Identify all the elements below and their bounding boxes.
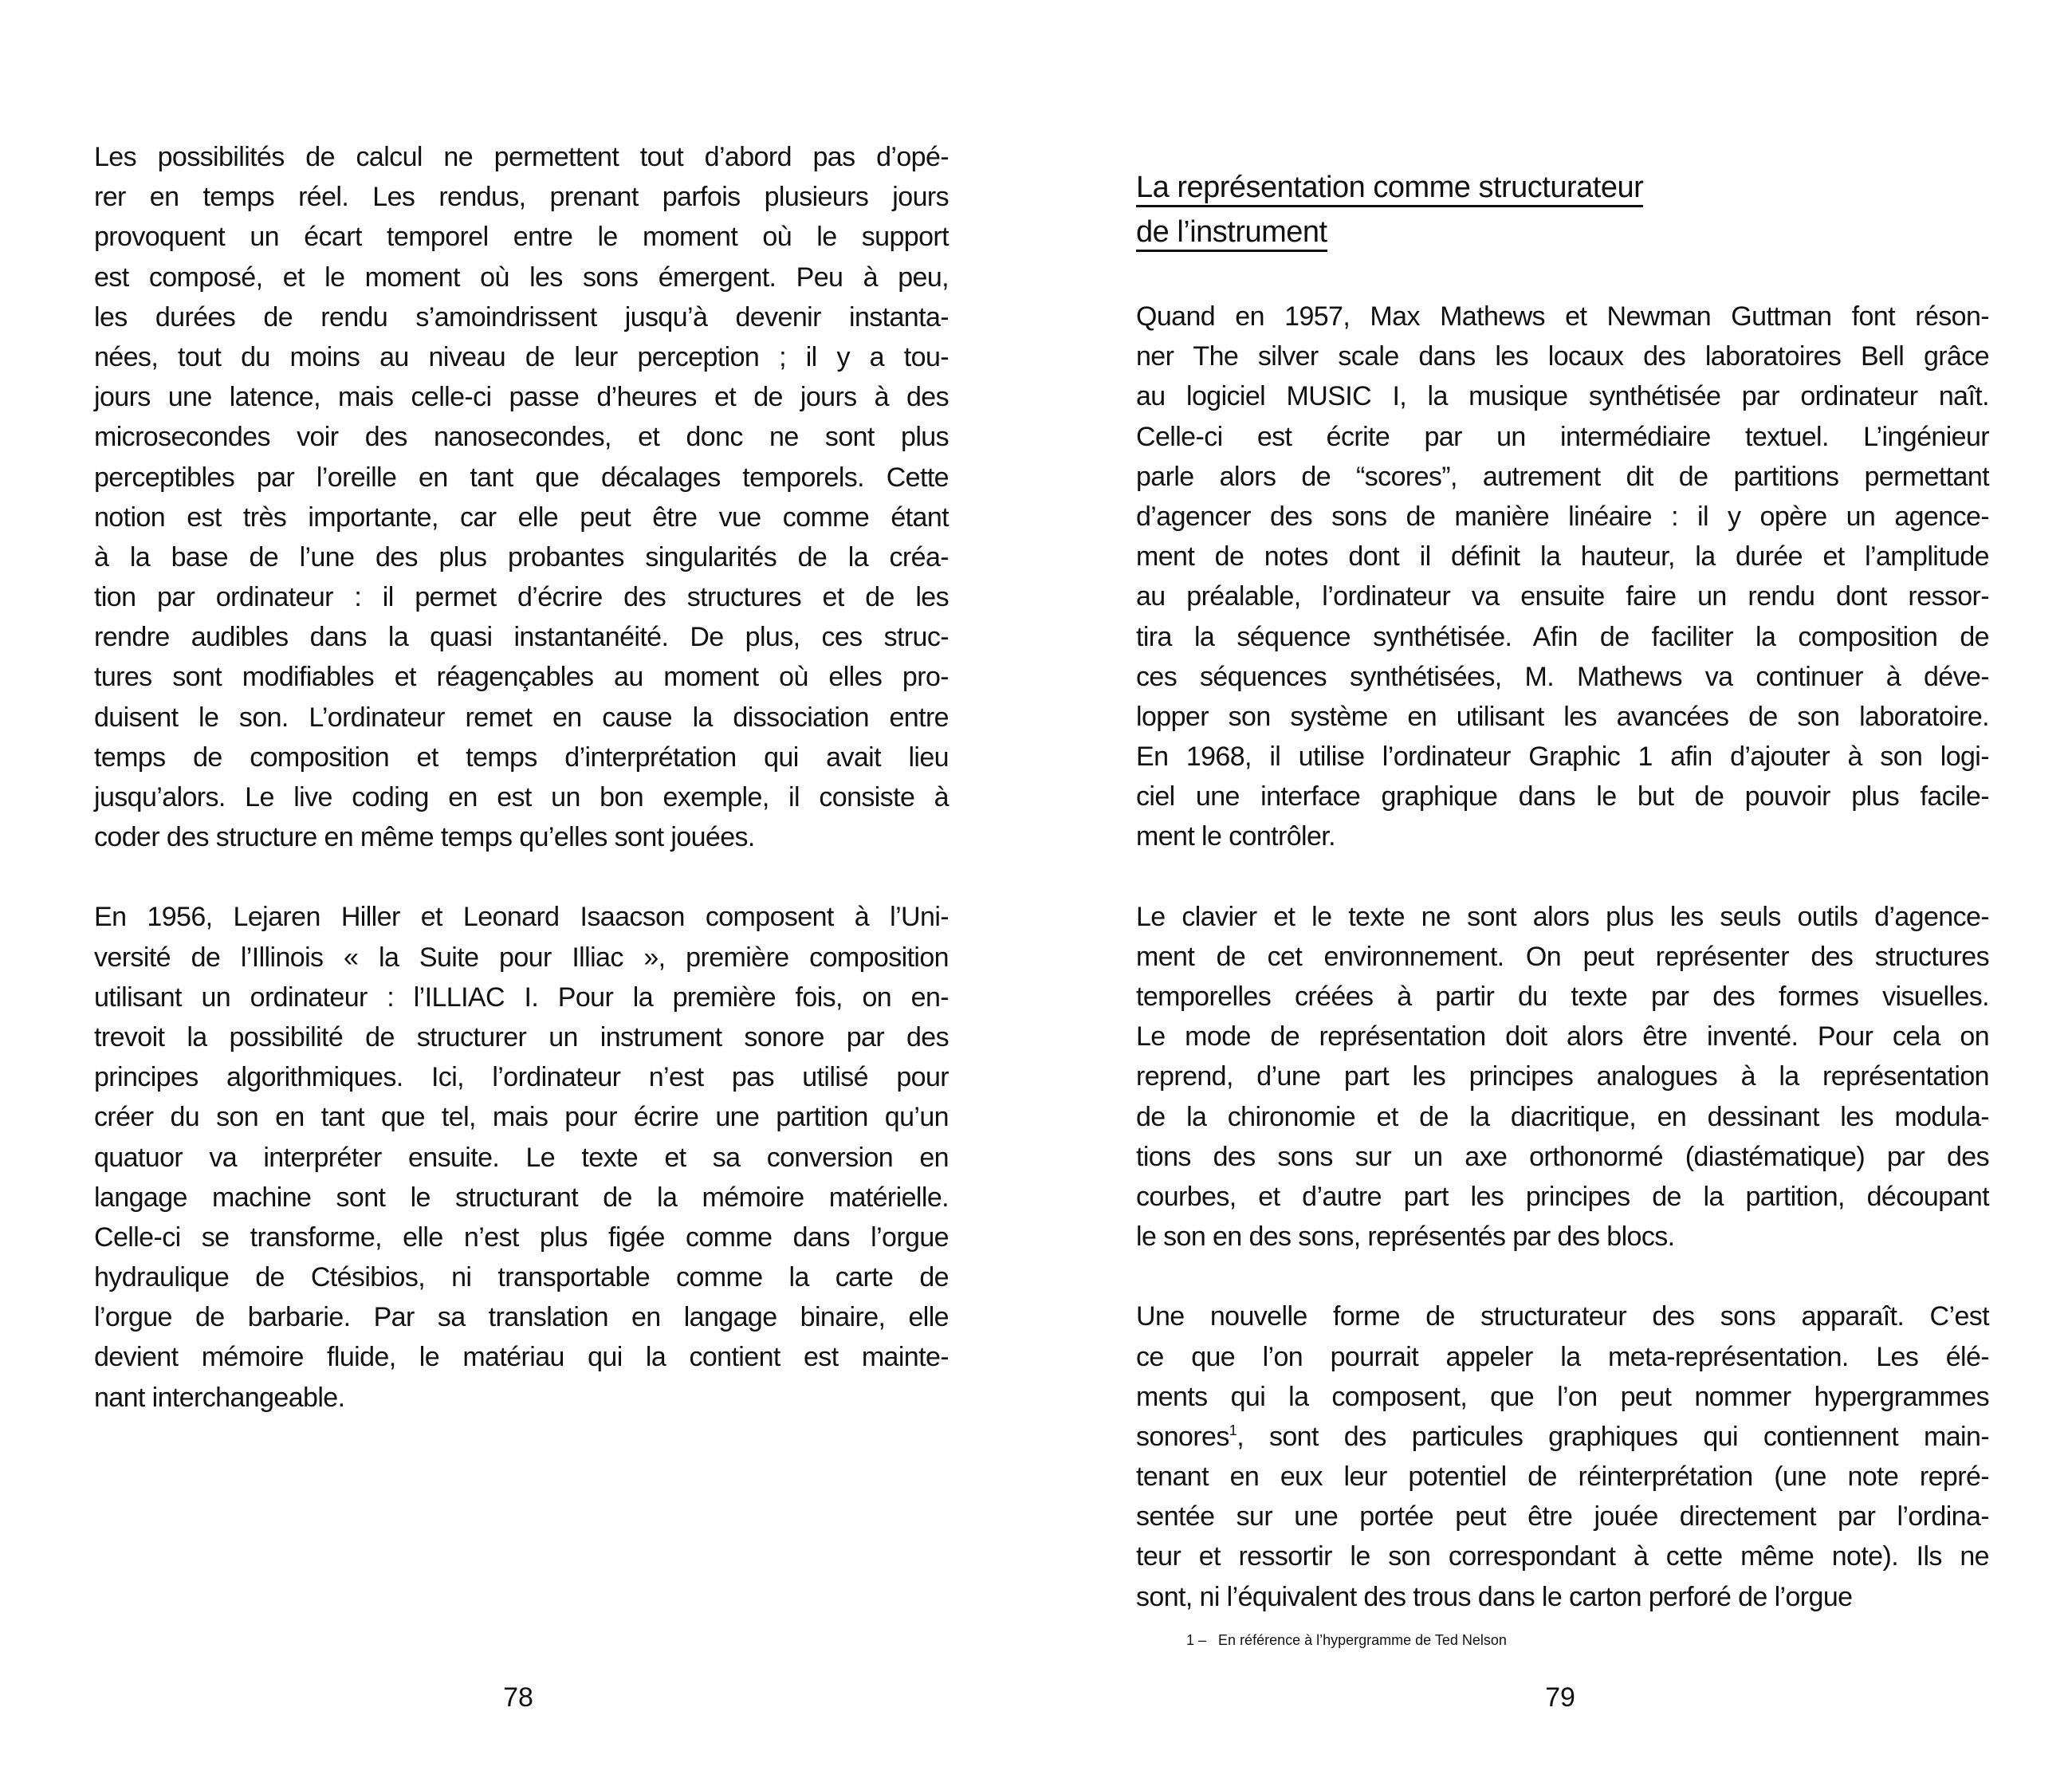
text-line: temps de composition et temps d’interprétation qui avait lieu [94,742,949,773]
text-line: Une nouvelle forme de structurateur des sons apparaît. C’est [1136,1301,1989,1332]
text-line: ment de notes dont il définit la hauteur, la durée et l’amplitude [1136,541,1989,572]
text-line: nées, tout du moins au niveau de leur perception ; il y a tou- [94,341,949,372]
footnote-number: 1 – [1186,1632,1207,1648]
page-number: 79 [1545,1682,1575,1713]
line-text: , sont des particules graphiques qui contiennent main- [1237,1421,1989,1452]
text-line: duisent le son. L’ordinateur remet en cause la dissociation entre [94,702,949,733]
text-line: Celle-ci est écrite par un intermédiaire textuel. L’ingénieur [1136,421,1989,452]
text-line: tures sont modifiables et réagençables au moment où elles pro- [94,662,949,693]
text-line: au logiciel MUSIC I, la musique synthétisée par ordinateur naît. [1136,381,1989,412]
paragraph [1136,297,1989,857]
paragraph [94,137,949,857]
text-line: quatuor va interpréter ensuite. Le texte et sa conversion en [94,1142,949,1173]
text-line: reprend, d’une part les principes analogues à la représentation [1136,1061,1989,1092]
paragraph [94,897,949,1417]
text-line: jusqu’alors. Le live coding en est un bon exemple, il consiste à [94,782,949,812]
text-line: teur et ressortir le son correspondant à cette même note). Ils ne [1136,1541,1989,1572]
text-line: sentée sur une portée peut être jouée directement par l’ordina- [1136,1501,1989,1532]
right-page [1036,0,2072,1790]
text-line: provoquent un écart temporel entre le moment où le support [94,222,949,253]
page-number: 78 [503,1682,533,1713]
text-line: ces séquences synthétisées, M. Mathews va continuer à déve- [1136,661,1989,692]
text-line: lopper son système en utilisant les avancées de son laboratoire. [1136,701,1989,732]
text-line: Les possibilités de calcul ne permettent tout d’abord pas d’opé- [94,142,949,172]
text-line: ment le contrôler. [1136,821,1335,852]
text-line: notion est très importante, car elle peut être vue comme étant [94,502,949,533]
text-line: ciel une interface graphique dans le but de pouvoir plus facile- [1136,781,1989,812]
text-line: utilisant un ordinateur : l’ILLIAC I. Pour la première fois, on en- [94,982,949,1013]
text-line: jours une latence, mais celle-ci passe d’heures et de jours à des [94,382,949,413]
text-line: tenant en eux leur potentiel de réinterprétation (une note repré- [1136,1462,1989,1493]
text-line: versité de l’Illinois « la Suite pour Illiac », première composition [94,942,949,973]
text-line: créer du son en tant que tel, mais pour écrire une partition qu’un [94,1102,949,1133]
text-line: ment de cet environnement. On peut représenter des structures [1136,941,1989,972]
text-line: tion par ordinateur : il permet d’écrire des structures et de les [94,582,949,613]
text-line: devient mémoire fluide, le matériau qui la contient est mainte- [94,1342,949,1373]
text-line: rer en temps réel. Les rendus, prenant parfois plusieurs jours [94,182,949,213]
text-line: tions des sons sur un axe orthonormé (diastématique) par des [1136,1141,1989,1172]
paragraph [1136,897,1989,1257]
footnote [1186,1632,1507,1649]
right-text-column [1136,297,1989,1657]
text-line [1136,1417,1989,1457]
text-line: Quand en 1957, Max Mathews et Newman Guttman font réson- [1136,301,1989,332]
text-line: Celle-ci se transforme, elle n’est plus figée comme dans l’orgue [94,1222,949,1253]
text-line: ments qui la composent, que l’on peut nommer hypergrammes [1136,1381,1989,1412]
text-line: le son en des sons, représentés par des blocs. [1136,1222,1675,1253]
text-line: l’orgue de barbarie. Par sa translation en langage binaire, elle [94,1302,949,1333]
text-line: les durées de rendu s’amoindrissent jusqu’à devenir instanta- [94,301,949,332]
text-line: ner The silver scale dans les locaux des laboratoires Bell grâce [1136,341,1989,372]
text-line: parle alors de “scores”, autrement dit de partitions permettant [1136,461,1989,492]
footnote-reference[interactable]: 1 [1229,1422,1237,1438]
text-line: nant interchangeable. [94,1382,345,1413]
footnote-text: En référence à l’hypergramme de Ted Nelson [1218,1632,1507,1648]
text-line: au préalable, l’ordinateur va ensuite faire un rendu dont ressor- [1136,581,1989,612]
text-line: principes algorithmiques. Ici, l’ordinateur n’est pas utilisé pour [94,1062,949,1093]
heading-line: de l’instrument [1136,214,1327,252]
text-line: langage machine sont le structurant de la mémoire matérielle. [94,1182,949,1213]
text-line: tira la séquence synthétisée. Afin de faciliter la composition de [1136,621,1989,652]
text-line: perceptibles par l’oreille en tant que décalages temporels. Cette [94,462,949,493]
left-text-column [94,137,949,1458]
heading-line: La représentation comme structurateur [1136,170,1643,207]
section-heading [1136,167,1643,257]
text-line: En 1956, Lejaren Hiller et Leonard Isaacson composent à l’Uni- [94,902,949,933]
text-line: d’agencer des sons de manière linéaire : il y opère un agence- [1136,501,1989,532]
text-line: hydraulique de Ctésibios, ni transportable comme la carte de [94,1262,949,1293]
text-line: microsecondes voir des nanosecondes, et donc ne sont plus [94,422,949,453]
paragraph [1136,1296,1989,1617]
text-line: temporelles créées à partir du texte par des formes visuelles. [1136,982,1989,1012]
text-line: En 1968, il utilise l’ordinateur Graphic 1 afin d’ajouter à son logi- [1136,742,1989,773]
text-line: Le clavier et le texte ne sont alors plus les seuls outils d’agence- [1136,901,1989,932]
text-line: est composé, et le moment où les sons émergent. Peu à peu, [94,262,949,293]
text-line: coder des structure en même temps qu’elles sont jouées. [94,822,755,853]
text-line: à la base de l’une des plus probantes singularités de la créa- [94,541,949,572]
text-line: rendre audibles dans la quasi instantanéité. De plus, ces struc- [94,622,949,653]
text-line: sont, ni l’équivalent des trous dans le carton perforé de l’orgue [1136,1581,1853,1612]
text-line: trevoit la possibilité de structurer un instrument sonore par des [94,1021,949,1052]
line-text: sonores [1136,1421,1229,1452]
text-line: courbes, et d’autre part les principes de la partition, découpant [1136,1181,1989,1212]
text-line: de la chironomie et de la diacritique, en dessinant les modula- [1136,1101,1989,1132]
text-line: Le mode de représentation doit alors être inventé. Pour cela on [1136,1021,1989,1052]
text-line: ce que l’on pourrait appeler la meta-représentation. Les élé- [1136,1341,1989,1372]
